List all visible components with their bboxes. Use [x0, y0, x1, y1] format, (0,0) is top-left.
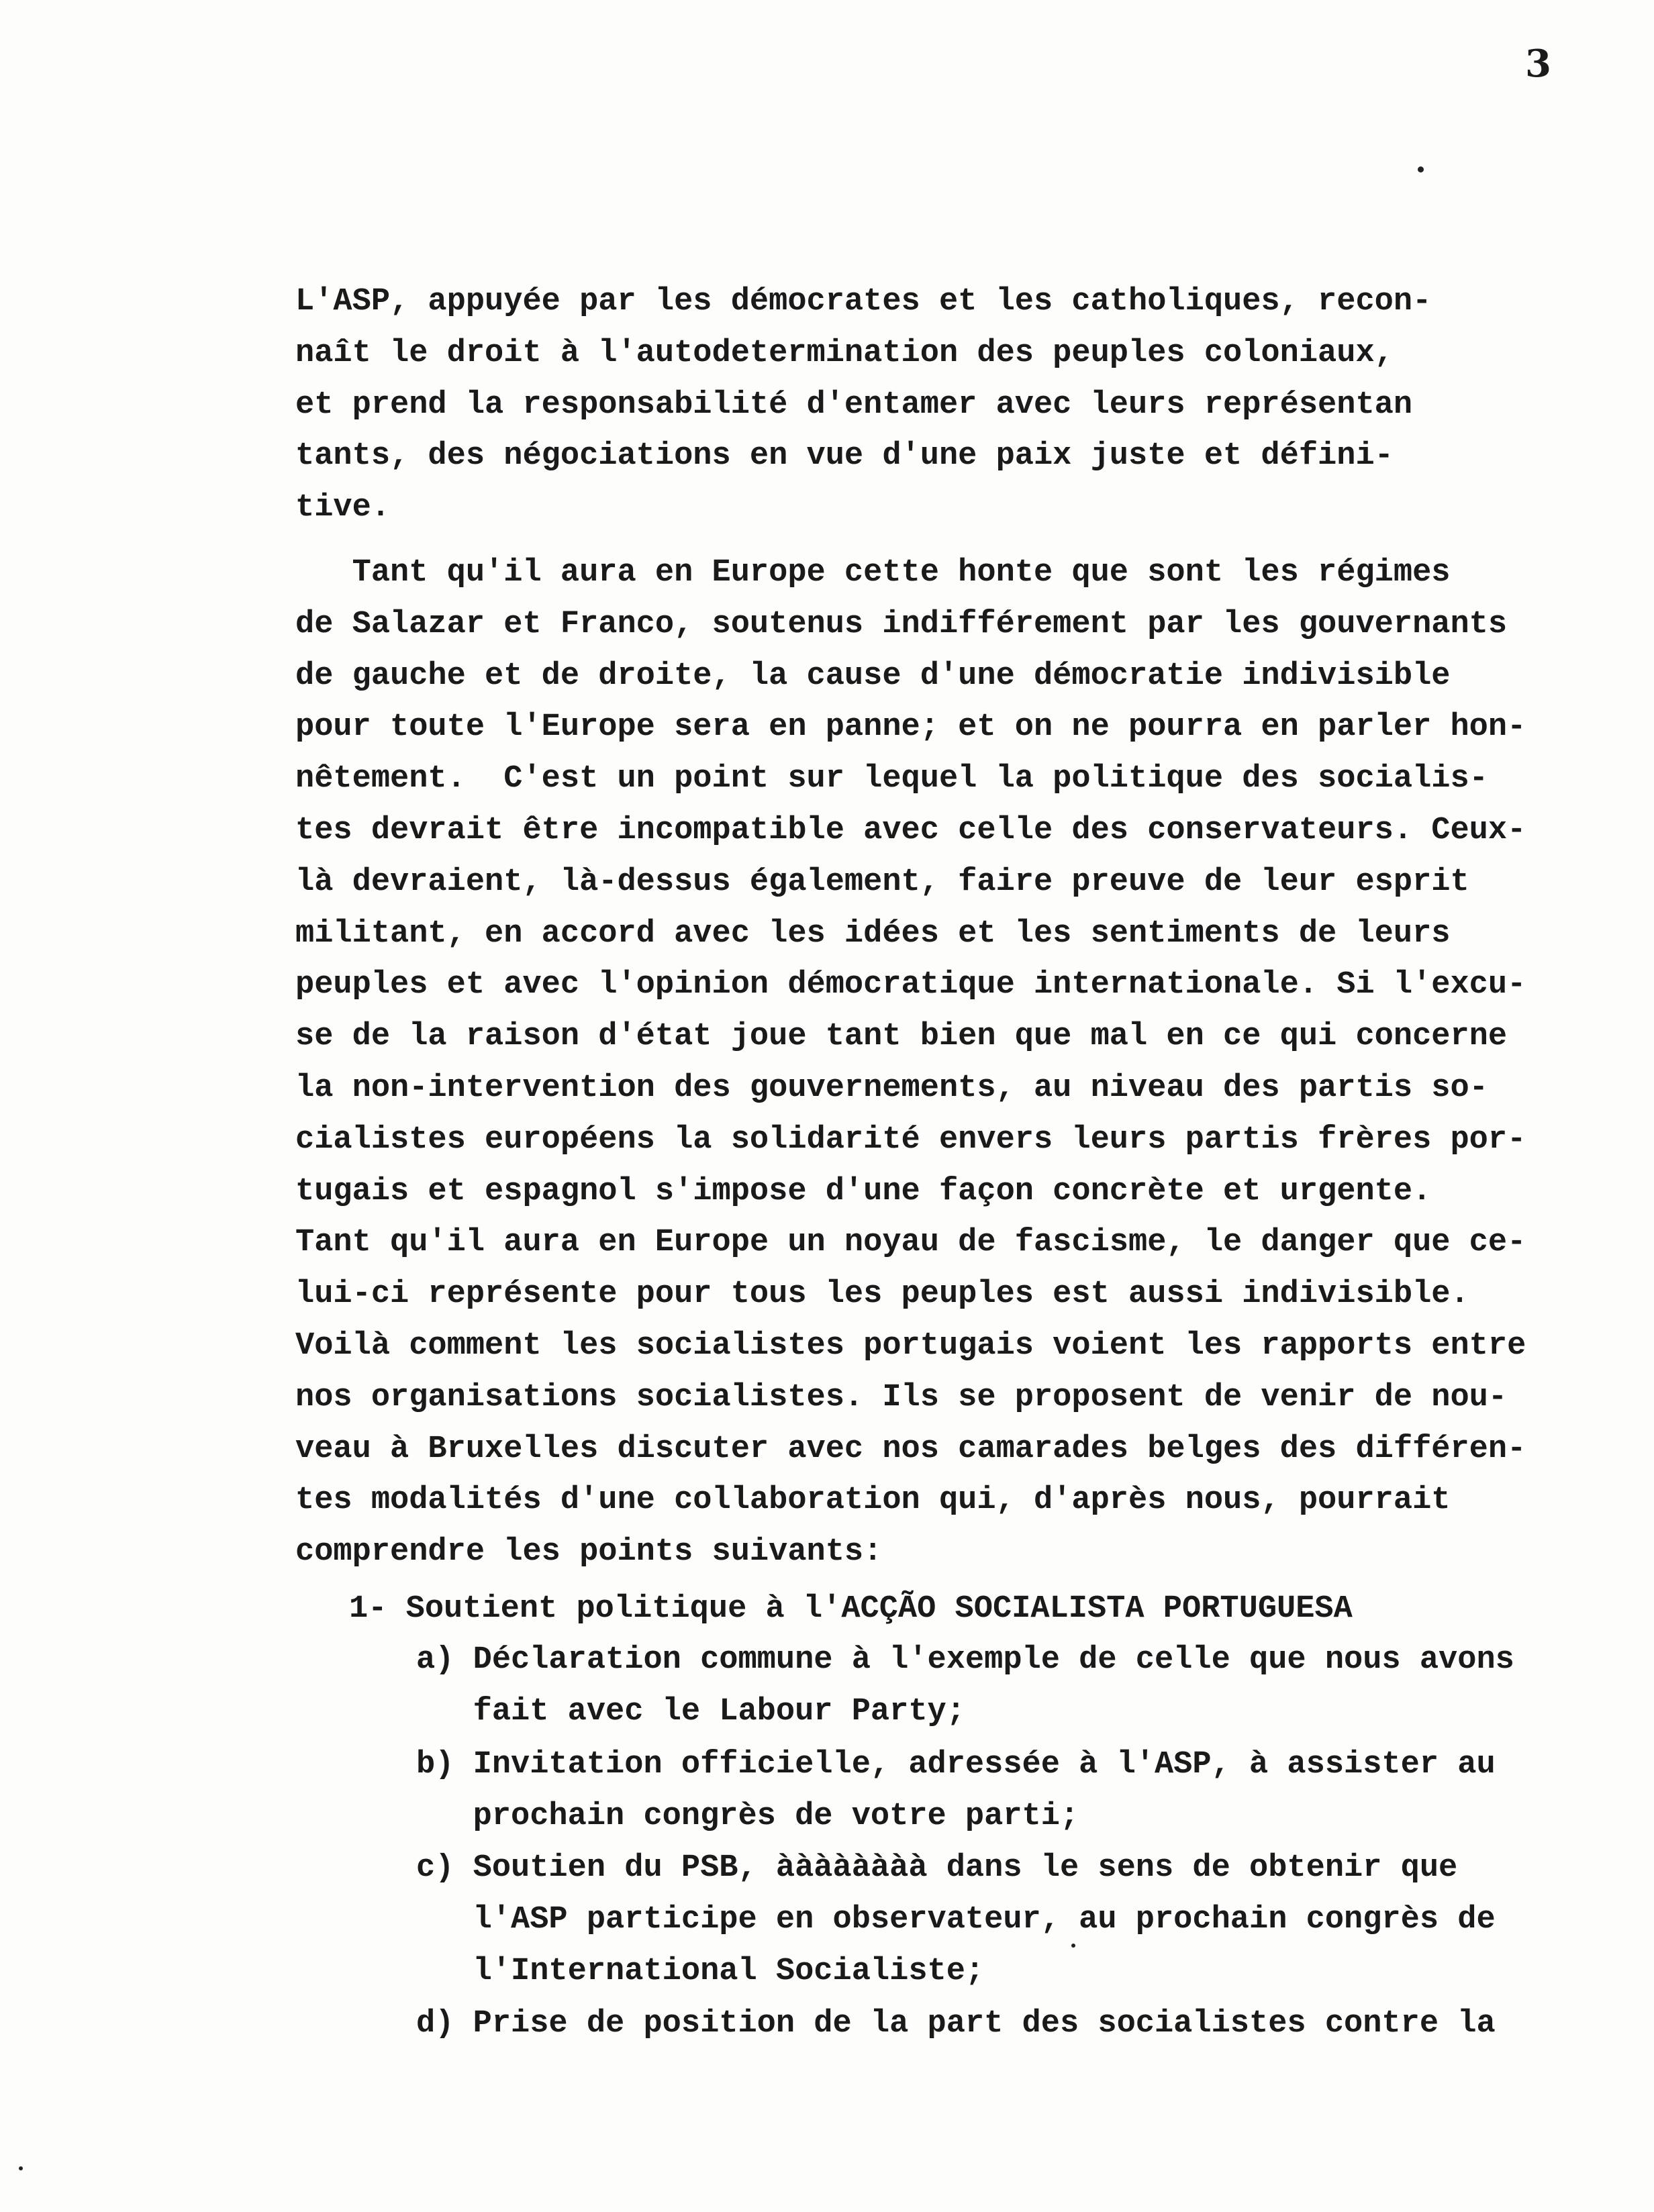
list-item-line: prochain congrès de votre parti; [416, 1798, 1079, 1834]
text-line: Voilà comment les socialistes portugais voient les rapports entre [295, 1327, 1526, 1364]
text-line: L'ASP, appuyée par les démocrates et les catholiques, recon- [295, 284, 1432, 319]
list-item-line: c) Soutien du PSB, àààààààà dans le sens de obtenir que [416, 1850, 1458, 1886]
list-item-line: d) Prise de position de la part des socialistes contre la [416, 2006, 1496, 2042]
text-line: tive. [295, 490, 391, 526]
text-line: veau à Bruxelles discuter avec nos camarades belges des différen- [295, 1431, 1526, 1467]
text-line: se de la raison d'état joue tant bien que mal en ce qui concerne [295, 1019, 1508, 1055]
scan-speck [19, 2166, 23, 2170]
list-item-line: b) Invitation officielle, adressée à l'ASP, à assister au [416, 1747, 1496, 1782]
list-item-c [416, 1843, 1638, 1997]
text-line: peuples et avec l'opinion démocratique internationale. Si l'excu- [295, 967, 1526, 1003]
list-item-line: l'International Socialiste; [416, 1953, 985, 1989]
scan-speck [1418, 166, 1424, 172]
text-line: tants, des négociations en vue d'une paix juste et défini- [295, 438, 1394, 474]
list-item-d [416, 1999, 1638, 2050]
list-item-b [416, 1740, 1638, 1843]
list-item-line: a) Déclaration commune à l'exemple de celle que nous avons [416, 1642, 1514, 1678]
text-line: la non-intervention des gouvernements, au niveau des partis so- [295, 1070, 1488, 1106]
text-line: pour toute l'Europe sera en panne; et on ne pourra en parler hon- [295, 709, 1526, 746]
body-text [295, 276, 1631, 1578]
text-line: comprendre les points suivants: [295, 1534, 883, 1570]
list-item-line: l'ASP participe en observateur, au prochain congrès de [416, 1901, 1496, 1938]
text-line: de gauche et de droite, la cause d'une démocratie indivisible [295, 658, 1451, 694]
text-line: de Salazar et Franco, soutenus indifférement par les gouvernants [295, 606, 1508, 642]
text-line: naît le droit à l'autodetermination des peuples coloniaux, [295, 335, 1394, 371]
list-item-a [416, 1635, 1638, 1738]
text-line: tes modalités d'une collaboration qui, d'après nous, pourrait [295, 1482, 1451, 1519]
text-line: tugais et espagnol s'impose d'une façon concrète et urgente. [295, 1173, 1432, 1209]
page-number: 3 [1525, 42, 1551, 86]
list-item-line: fait avec le Labour Party; [416, 1693, 965, 1729]
text-line: militant, en accord avec les idées et les sentiments de leurs [295, 915, 1451, 952]
text-line: Tant qu'il aura en Europe cette honte que sont les régimes [295, 554, 1451, 591]
text-line: Tant qu'il aura en Europe un noyau de fascisme, le danger que ce- [295, 1225, 1526, 1261]
text-line: lui-ci représente pour tous les peuples est aussi indivisible. [295, 1276, 1469, 1313]
text-line: tes devrait être incompatible avec celle des conservateurs. Ceux- [295, 812, 1526, 848]
list-heading [349, 1584, 1645, 1636]
text-line: nêtement. C'est un point sur lequel la politique des socialis- [295, 761, 1488, 797]
list-heading-text: 1- Soutient politique à l'ACÇÃO SOCIALISTA PORTUGUESA [349, 1591, 1353, 1627]
text-line: nos organisations socialistes. Ils se proposent de venir de nou- [295, 1379, 1508, 1415]
text-line: et prend la responsabilité d'entamer avec leurs représentan [295, 387, 1413, 423]
text-line: cialistes européens la solidarité envers leurs partis frères por- [295, 1121, 1526, 1158]
text-line: là devraient, là-dessus également, faire preuve de leur esprit [295, 864, 1469, 900]
